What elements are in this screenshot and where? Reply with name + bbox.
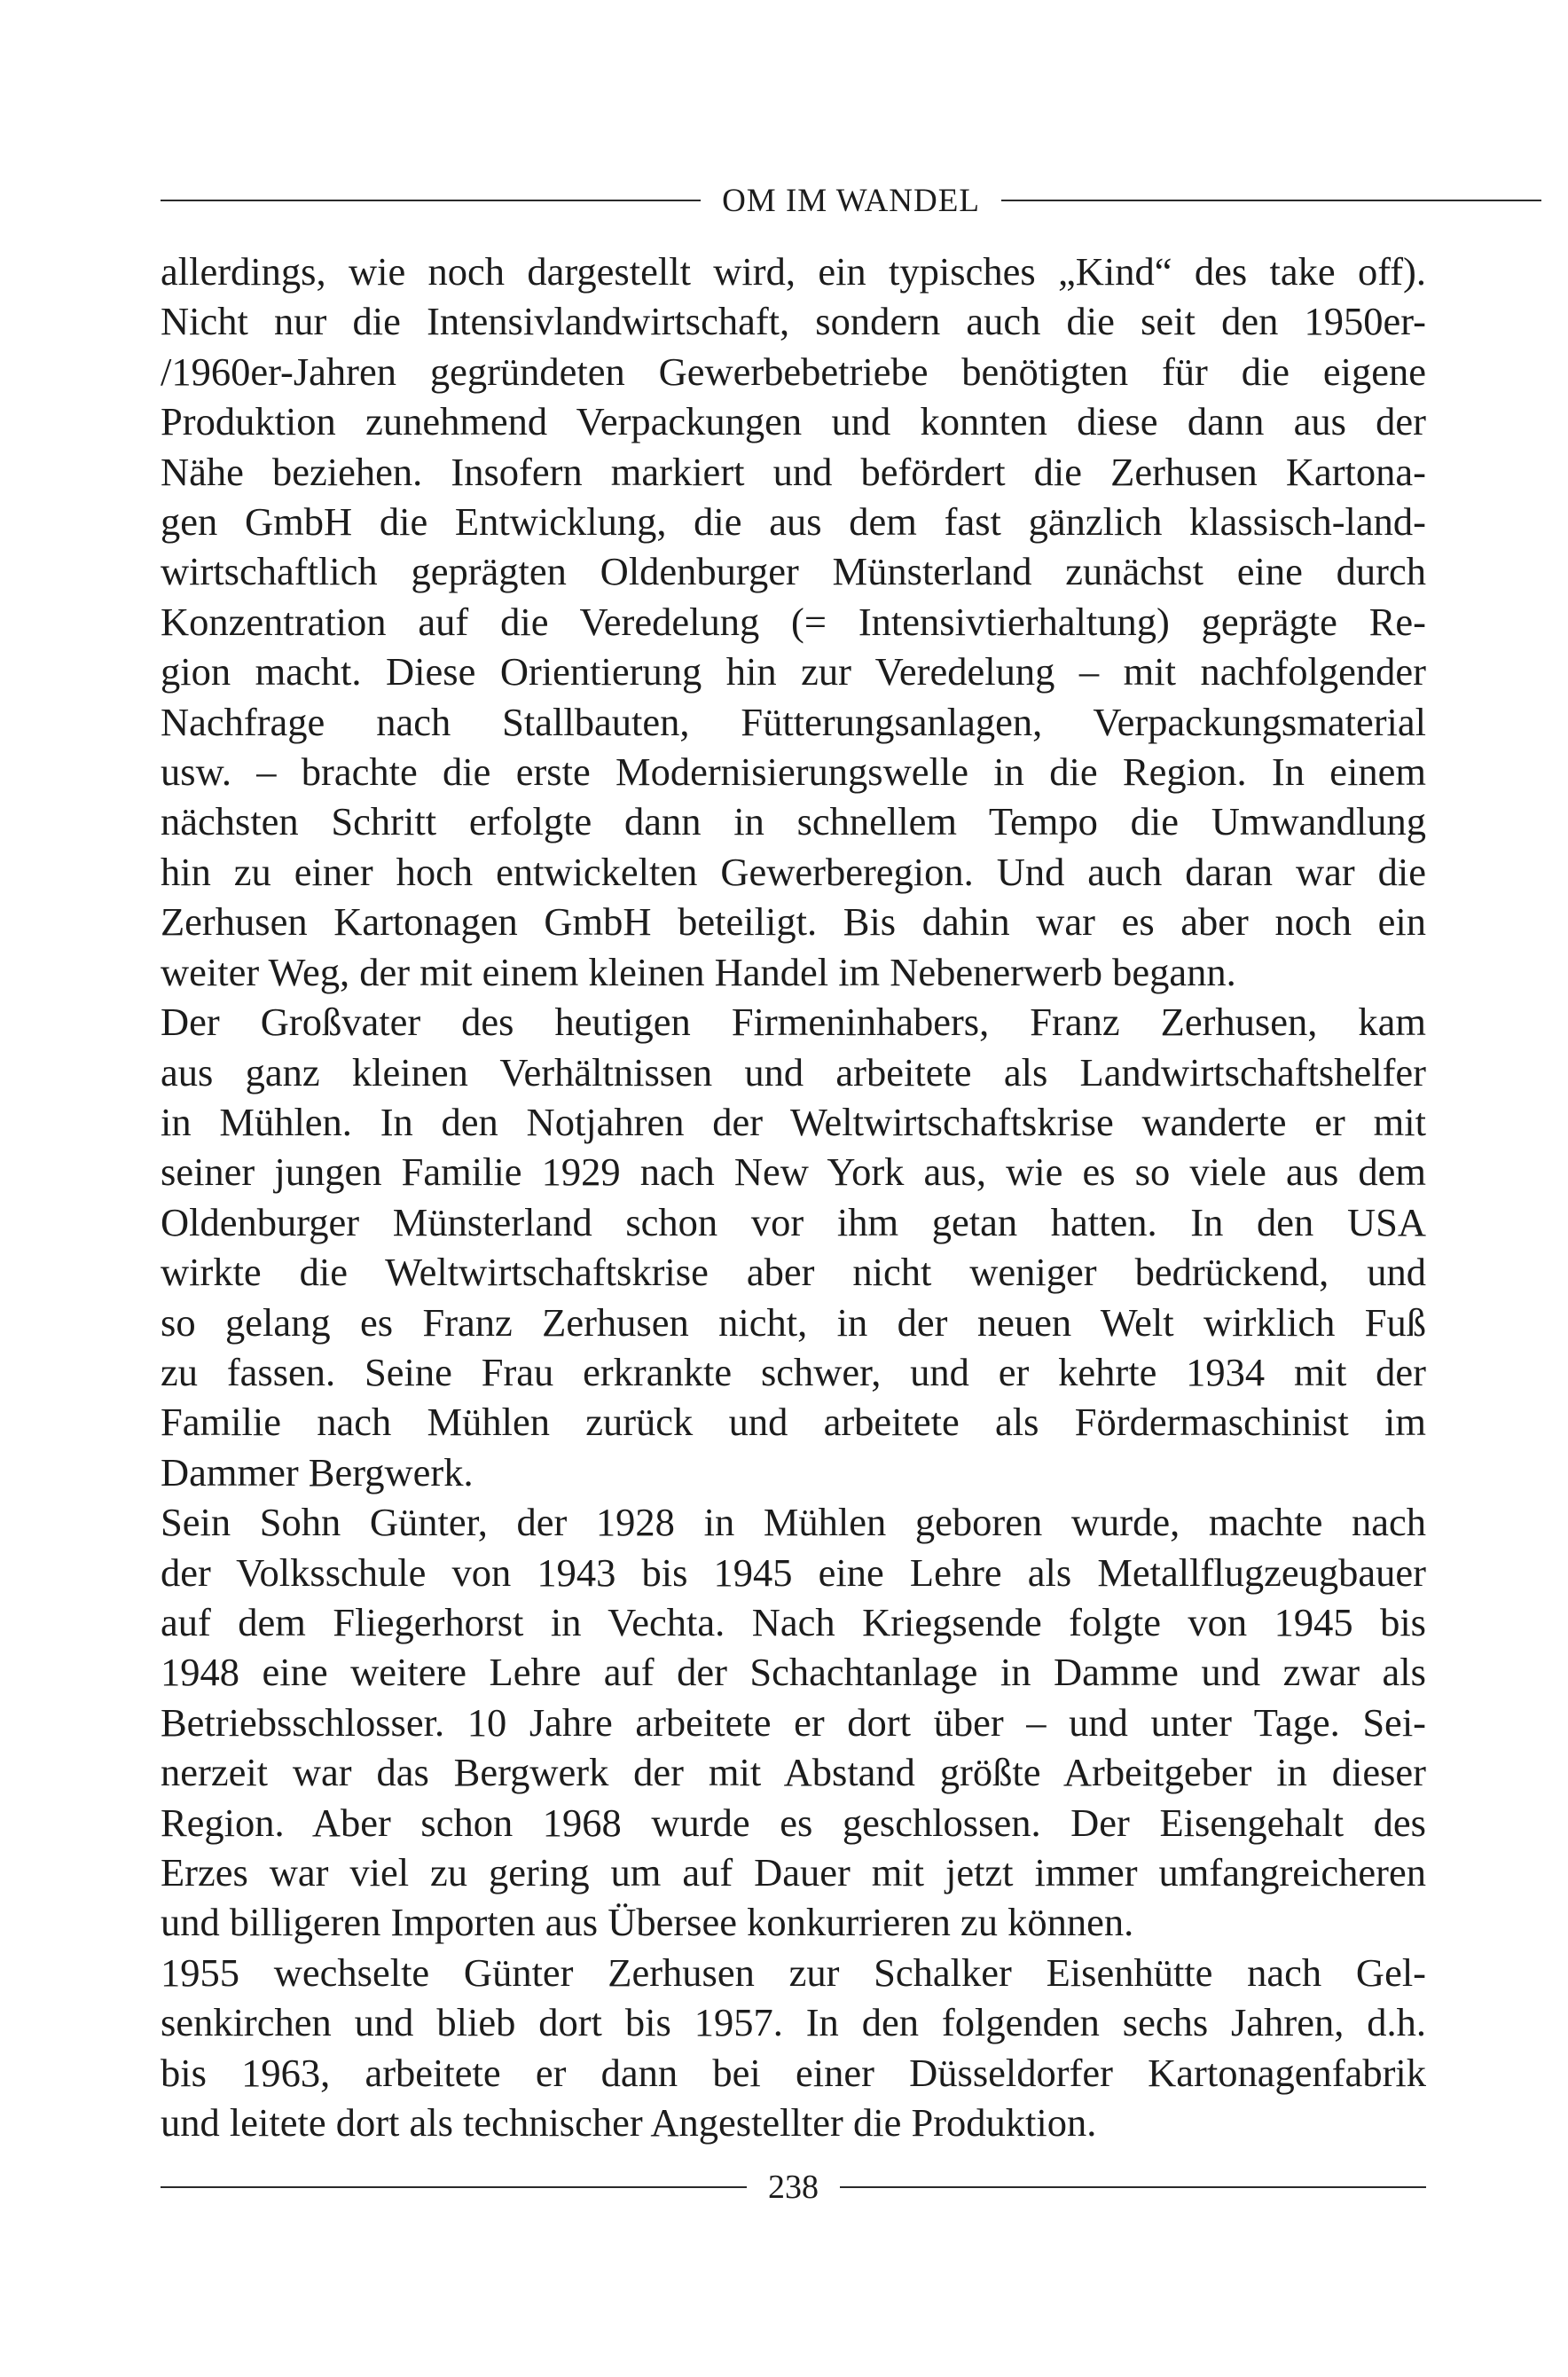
paragraph	[161, 997, 1426, 1497]
text-line: gen GmbH die Entwicklung, die aus dem fast gänzlich klassisch-land-	[161, 499, 1426, 545]
text-line: Sein Sohn Günter, der 1928 in Mühlen geboren wurde, machte nach	[161, 1500, 1426, 1545]
text-line: senkirchen und blieb dort bis 1957. In den folgenden sechs Jahren, d.h.	[161, 2000, 1426, 2045]
text-line: in Mühlen. In den Notjahren der Weltwirtschaftskrise wanderte er mit	[161, 1099, 1426, 1144]
text-line: 1955 wechselte Günter Zerhusen zur Schalker Eisenhütte nach Gel-	[161, 1949, 1426, 1995]
text-line: 1948 eine weitere Lehre auf der Schachtanlage in Damme und zwar als	[161, 1650, 1426, 1695]
text-line: Oldenburger Münsterland schon vor ihm getan hatten. In den USA	[161, 1199, 1426, 1244]
text-line: Nicht nur die Intensivlandwirtschaft, sondern auch die seit den 1950er-	[161, 299, 1426, 344]
running-title: OM IM WANDEL	[722, 182, 980, 219]
text-line: allerdings, wie noch dargestellt wird, ein typisches „Kind“ des take off).	[161, 249, 1426, 294]
text-line: Produktion zunehmend Verpackungen und konnten diese dann aus der	[161, 399, 1426, 444]
text-line: der Volksschule von 1943 bis 1945 eine Lehre als Metallflugzeugbauer	[161, 1549, 1426, 1595]
text-line: nerzeit war das Bergwerk der mit Abstand größte Arbeitgeber in dieser	[161, 1750, 1426, 1795]
text-line: Dammer Bergwerk.	[161, 1449, 474, 1494]
text-line: usw. – brachte die erste Modernisierungswelle in die Region. In einem	[161, 749, 1426, 795]
text-line: nächsten Schritt erfolgte dann in schnellem Tempo die Umwandlung	[161, 799, 1426, 844]
text-line: Familie nach Mühlen zurück und arbeitete als Fördermaschinist im	[161, 1400, 1426, 1445]
paragraph	[161, 1497, 1426, 1948]
running-head	[161, 174, 1426, 227]
text-line: Konzentration auf die Veredelung (= Intensivtierhaltung) geprägte Re-	[161, 599, 1426, 644]
text-line: wirtschaftlich geprägten Oldenburger Münsterland zunächst eine durch	[161, 549, 1426, 594]
paragraph	[161, 1948, 1426, 2148]
text-line: Der Großvater des heutigen Firmeninhabers, Franz Zerhusen, kam	[161, 1000, 1426, 1045]
text-line: Zerhusen Kartonagen GmbH beteiligt. Bis dahin war es aber noch ein	[161, 899, 1426, 945]
header-rule-right	[1001, 200, 1541, 201]
page-footer	[161, 2161, 1426, 2214]
text-line: bis 1963, arbeitete er dann bei einer Düsseldorfer Kartonagenfabrik	[161, 2050, 1426, 2095]
footer-rule-left	[161, 2186, 747, 2188]
text-line: Nachfrage nach Stallbauten, Fütterungsanlagen, Verpackungsmaterial	[161, 699, 1426, 744]
text-line: weiter Weg, der mit einem kleinen Handel im Nebenerwerb begann.	[161, 949, 1236, 994]
text-line: seiner jungen Familie 1929 nach New York aus, wie es so viele aus dem	[161, 1149, 1426, 1195]
text-line: und leitete dort als technischer Angestellter die Produktion.	[161, 2100, 1097, 2146]
text-line: wirkte die Weltwirtschaftskrise aber nicht weniger bedrückend, und	[161, 1250, 1426, 1295]
text-line: aus ganz kleinen Verhältnissen und arbeitete als Landwirtschaftshelfer	[161, 1049, 1426, 1094]
text-line: /1960er-Jahren gegründeten Gewerbebetriebe benötigten für die eigene	[161, 349, 1426, 394]
text-line: auf dem Fliegerhorst in Vechta. Nach Kriegsende folgte von 1945 bis	[161, 1599, 1426, 1644]
body-text	[161, 247, 1426, 2147]
text-line: zu fassen. Seine Frau erkrankte schwer, und er kehrte 1934 mit der	[161, 1349, 1426, 1394]
text-line: Erzes war viel zu gering um auf Dauer mit jetzt immer umfangreicheren	[161, 1850, 1426, 1895]
text-line: und billigeren Importen aus Übersee konkurrieren zu können.	[161, 1900, 1134, 1945]
text-line: so gelang es Franz Zerhusen nicht, in der neuen Welt wirklich Fuß	[161, 1299, 1426, 1345]
text-line: Region. Aber schon 1968 wurde es geschlossen. Der Eisengehalt des	[161, 1800, 1426, 1845]
text-line: gion macht. Diese Orientierung hin zur Veredelung – mit nachfolgender	[161, 649, 1426, 694]
page-number: 238	[768, 2169, 819, 2206]
header-rule-left	[161, 200, 701, 201]
text-line: hin zu einer hoch entwickelten Gewerberegion. Und auch daran war die	[161, 849, 1426, 894]
text-line: Nähe beziehen. Insofern markiert und befördert die Zerhusen Kartona-	[161, 449, 1426, 494]
text-line: Betriebsschlosser. 10 Jahre arbeitete er dort über – und unter Tage. Sei-	[161, 1699, 1426, 1745]
footer-rule-right	[840, 2186, 1426, 2188]
paragraph	[161, 247, 1426, 997]
